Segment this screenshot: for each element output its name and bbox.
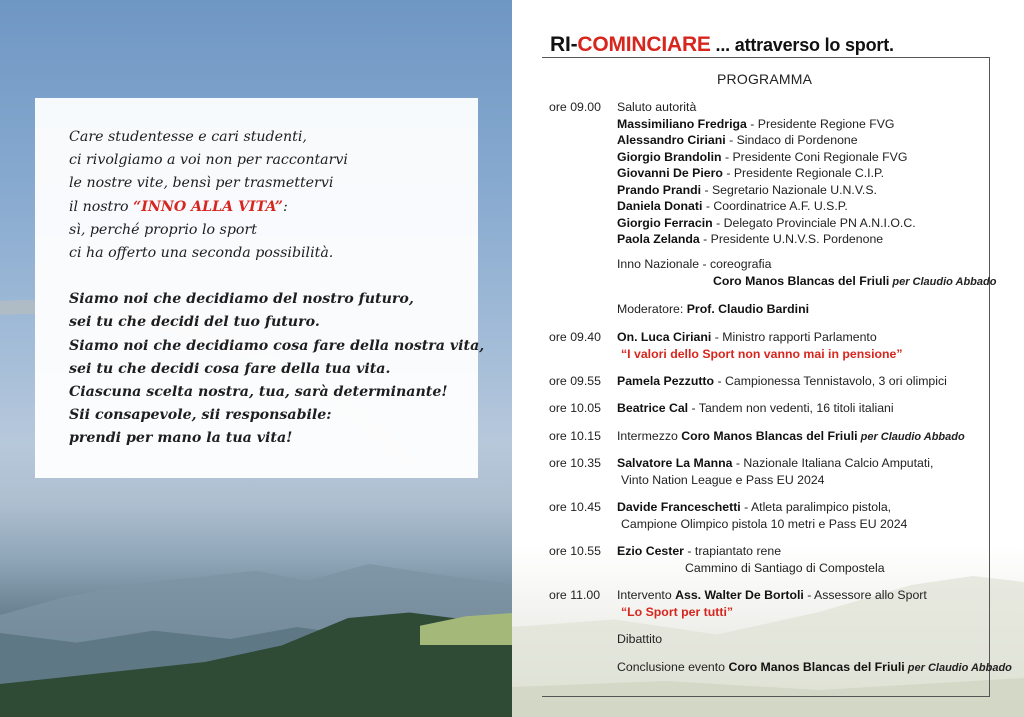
row-body bbox=[617, 587, 927, 620]
title-prefix: RI- bbox=[550, 33, 578, 56]
time-label: ore 10.15 bbox=[549, 429, 601, 443]
right-panel bbox=[512, 0, 1024, 717]
speaker bbox=[617, 231, 916, 248]
time-label: ore 10.55 bbox=[549, 544, 601, 558]
speaker-name: Salvatore La Manna bbox=[617, 456, 733, 470]
letter-line: Care studentesse e cari studenti, bbox=[69, 129, 307, 145]
quote: “Lo Sport per tutti” bbox=[621, 604, 734, 619]
speaker-role: - Assessore allo Sport bbox=[803, 588, 927, 602]
speaker-name: Massimiliano Fredriga bbox=[617, 116, 747, 131]
coro-line bbox=[617, 273, 996, 291]
row-body bbox=[617, 499, 907, 532]
speaker-name: Giorgio Brandolin bbox=[617, 149, 722, 164]
speaker-role: - Ministro rapporti Parlamento bbox=[711, 330, 877, 344]
speaker-name: Alessandro Ciriani bbox=[617, 133, 726, 147]
moderatore-name: Prof. Claudio Bardini bbox=[686, 302, 810, 316]
speaker-name: Giovanni De Piero bbox=[617, 166, 723, 180]
time-label: ore 10.05 bbox=[549, 401, 601, 415]
speaker-role-2: Campione Olimpico pistola 10 metri e Pass EU 2024 bbox=[621, 516, 908, 531]
letter-line: ci ha offerto una seconda possibilità. bbox=[69, 245, 334, 262]
letter-line: le nostre vite, bensì per trasmettervi bbox=[69, 175, 334, 192]
row-body bbox=[617, 373, 947, 390]
time-label: ore 10.45 bbox=[549, 500, 601, 514]
speaker-role: - Nazionale Italiana Calcio Amputati, bbox=[732, 456, 934, 470]
coro-name: Coro Manos Blancas del Friuli bbox=[728, 660, 905, 674]
letter-bold-line: Ciascuna scelta nostra, tua, sarà determinante! bbox=[69, 384, 448, 401]
speaker bbox=[617, 165, 916, 182]
speaker-role: - Segretario Nazionale U.N.V.S. bbox=[701, 182, 877, 197]
coro-name: Coro Manos Blancas del Friuli bbox=[681, 429, 858, 443]
letter-bold-line: Sii consapevole, sii responsabile: bbox=[69, 407, 332, 424]
speaker-name: Beatrice Cal bbox=[617, 401, 689, 415]
row-body bbox=[617, 99, 916, 248]
coro-name: Coro Manos Blancas del Friuli bbox=[713, 273, 890, 288]
time-label: ore 11.00 bbox=[549, 588, 601, 602]
speaker-role-2: Vinto Nation League e Pass EU 2024 bbox=[621, 472, 825, 487]
speaker-role: - Tandem non vedenti, 16 titoli italiani bbox=[688, 401, 894, 415]
speaker-role: - Sindaco di Pordenone bbox=[725, 133, 858, 147]
letter-line: sì, perché proprio lo sport bbox=[69, 221, 257, 238]
speaker-name: Pamela Pezzutto bbox=[617, 374, 715, 388]
speaker-role: - Atleta paralimpico pistola, bbox=[740, 500, 892, 514]
letter-bold-line: sei tu che decidi del tuo futuro. bbox=[69, 314, 320, 331]
row-body bbox=[617, 659, 1012, 677]
speaker-role: - trapiantato rene bbox=[683, 544, 782, 558]
speaker-name: Daniela Donati bbox=[617, 199, 703, 213]
time-label: ore 09.40 bbox=[549, 330, 601, 344]
coro-per: per Claudio Abbado bbox=[904, 662, 1012, 674]
row-body bbox=[617, 329, 903, 362]
speaker-name: On. Luca Ciriani bbox=[617, 330, 712, 344]
speaker-name: Giorgio Ferracin bbox=[617, 215, 713, 230]
speaker bbox=[617, 182, 916, 199]
speaker-role: - Presidente Coni Regionale FVG bbox=[721, 149, 908, 164]
intervento-label: Intervento bbox=[617, 588, 676, 602]
letter-box bbox=[35, 98, 485, 478]
title-rest: ... attraverso lo sport. bbox=[710, 35, 894, 55]
inno-nazionale: Inno Nazionale - coreografia bbox=[617, 257, 772, 271]
intermezzo-label: Intermezzo bbox=[617, 429, 682, 443]
title-red: COMINCIARE bbox=[577, 33, 711, 56]
row-body bbox=[617, 428, 965, 446]
letter-text: : bbox=[282, 198, 288, 215]
letter-bold-line: Siamo noi che decidiamo del nostro futuro, bbox=[69, 291, 414, 308]
speaker bbox=[617, 198, 916, 215]
speaker-name: Prando Prandi bbox=[617, 182, 702, 197]
time-label: ore 10.35 bbox=[549, 456, 601, 470]
speaker bbox=[617, 116, 916, 133]
row-body: Dibattito bbox=[617, 632, 663, 646]
speaker-name: Davide Franceschetti bbox=[617, 500, 741, 514]
time-label: ore 09.55 bbox=[549, 374, 601, 388]
time-label: ore 09.00 bbox=[549, 100, 601, 114]
row-body bbox=[617, 400, 894, 417]
speaker-role-2: Cammino di Santiago di Compostela bbox=[685, 560, 885, 575]
speaker-role: - Presidente U.N.V.S. Pordenone bbox=[699, 232, 884, 246]
speaker bbox=[617, 149, 916, 166]
spacer bbox=[69, 265, 446, 288]
speaker bbox=[617, 132, 916, 149]
letter-line: ci rivolgiamo a voi non per raccontarvi bbox=[69, 152, 348, 169]
speaker-role: - Presidente Regionale C.I.P. bbox=[722, 166, 885, 180]
speaker-role: - Delegato Provinciale PN A.N.I.O.C. bbox=[712, 215, 916, 230]
letter-bold-line: prendi per mano la tua vita! bbox=[69, 430, 293, 447]
moderatore-label: Moderatore: bbox=[617, 302, 687, 316]
saluto: Saluto autorità bbox=[617, 100, 697, 114]
quote: “I valori dello Sport non vanno mai in pensione” bbox=[621, 346, 903, 361]
speaker-name: Ezio Cester bbox=[617, 544, 684, 558]
inno-alla-vita: “INNO ALLA VITA” bbox=[133, 198, 283, 215]
row-body bbox=[617, 455, 933, 488]
coro-per: per Claudio Abbado bbox=[889, 275, 997, 288]
conclusione-label: Conclusione evento bbox=[617, 660, 729, 674]
speaker-role: - Presidente Regione FVG bbox=[746, 116, 895, 131]
program-heading: PROGRAMMA bbox=[717, 71, 813, 87]
row-body bbox=[617, 301, 809, 318]
speaker-name: Paola Zelanda bbox=[617, 232, 700, 246]
letter-text: il nostro bbox=[69, 198, 134, 215]
speaker bbox=[617, 215, 916, 232]
letter-bold-line: sei tu che decidi cosa fare della tua vita. bbox=[69, 360, 391, 377]
row-body bbox=[617, 543, 885, 576]
speaker-role: - Campionessa Tennistavolo, 3 ori olimpici bbox=[714, 374, 947, 388]
letter-bold-line: Siamo noi che decidiamo cosa fare della nostra vita, bbox=[69, 337, 485, 354]
speaker-name: Ass. Walter De Bortoli bbox=[675, 588, 804, 602]
coro-per: per Claudio Abbado bbox=[857, 431, 965, 443]
row-body bbox=[617, 256, 996, 290]
speaker-role: - Coordinatrice A.F. U.S.P. bbox=[702, 199, 848, 213]
page-title bbox=[550, 33, 894, 57]
letter-line bbox=[69, 196, 446, 219]
